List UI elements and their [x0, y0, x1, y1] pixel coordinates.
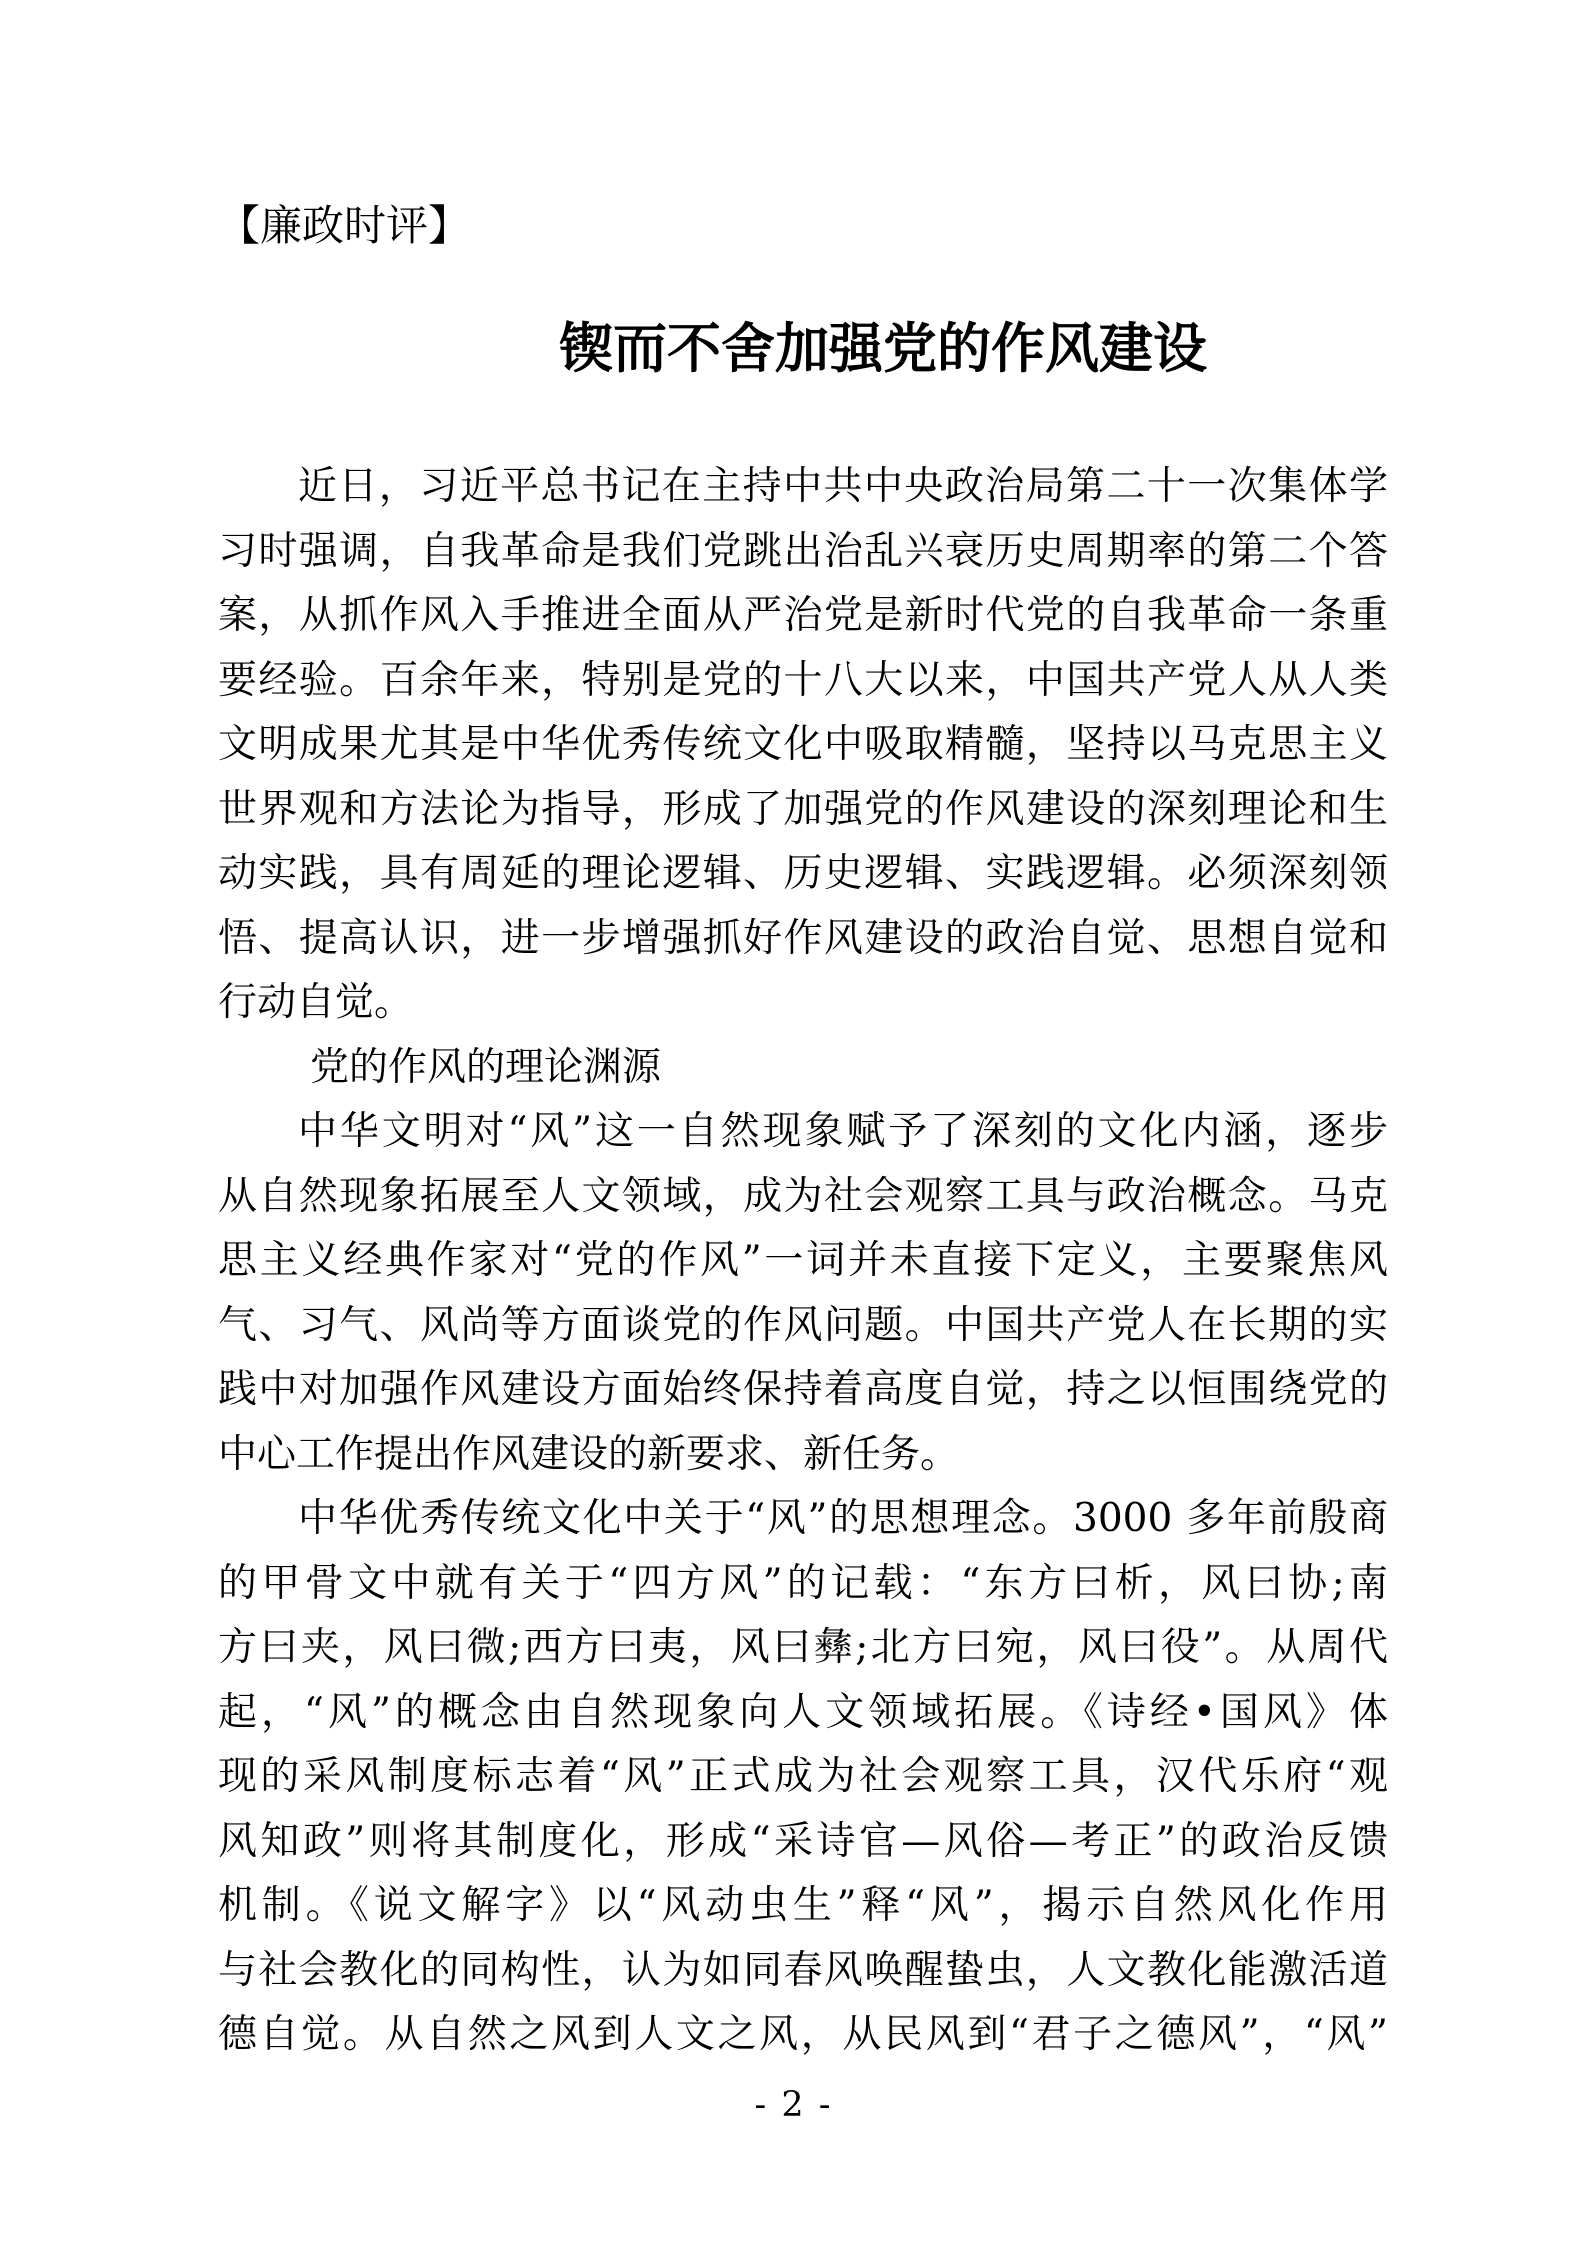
text-line: 案，从抓作风入手推进全面从严治党是新时代党的自我革命一条重: [218, 593, 1388, 638]
text-line: 机制。《说文解字》以“风动虫生”释“风”，揭示自然风化作用: [218, 1883, 1388, 1928]
article-title: 锲而不舍加强党的作风建设: [559, 316, 1207, 380]
text-line: 中华文明对“风”这一自然现象赋予了深刻的文化内涵，逐步: [298, 1109, 1388, 1154]
text-line: 思主义经典作家对“党的作风”一词并未直接下定义，主要聚焦风: [218, 1238, 1388, 1283]
text-line: 中华优秀传统文化中关于“风”的思想理念。3000 多年前殷商: [298, 1496, 1388, 1541]
text-line: 风知政”则将其制度化，形成“采诗官—风俗—考正”的政治反馈: [218, 1818, 1388, 1864]
text-line: 世界观和方法论为指导，形成了加强党的作风建设的深刻理论和生: [218, 786, 1388, 832]
text-line: 现的采风制度标志着“风”正式成为社会观察工具，汉代乐府“观: [218, 1754, 1388, 1799]
text-line: 要经验。百余年来，特别是党的十八大以来，中国共产党人从人类: [218, 657, 1388, 703]
text-line: 与社会教化的同构性，认为如同春风唤醒蛰虫，人文教化能激活道: [218, 1947, 1388, 1993]
text-line: 中心工作提出作风建设的新要求、新任务。: [218, 1431, 960, 1477]
subheading-line: 党的作风的理论渊源: [310, 1044, 662, 1090]
text-line: 气、习气、风尚等方面谈党的作风问题。中国共产党人在长期的实: [218, 1302, 1388, 1348]
text-line: 方曰夹，风曰微;西方曰夷，风曰彝;北方曰宛，风曰役”。从周代: [218, 1625, 1388, 1670]
text-line: 从自然现象拓展至人文领域，成为社会观察工具与政治概念。马克: [218, 1173, 1388, 1219]
text-line: 行动自觉。: [218, 980, 414, 1025]
text-line: 动实践，具有周延的理论逻辑、历史逻辑、实践逻辑。必须深刻领: [218, 851, 1388, 896]
text-line: 践中对加强作风建设方面始终保持着高度自觉，持之以恒围绕党的: [218, 1367, 1388, 1412]
text-line: 近日，习近平总书记在主持中共中央政治局第二十一次集体学: [298, 464, 1388, 509]
text-line: 的甲骨文中就有关于“四方风”的记载：“东方曰析，风曰协;南: [218, 1560, 1388, 1606]
text-line: 德自觉。从自然之风到人文之风，从民风到“君子之德风”，“风”: [218, 2012, 1388, 2057]
text-line: 习时强调，自我革命是我们党跳出治乱兴衰历史周期率的第二个答: [218, 528, 1388, 574]
section-header: 【廉政时评】: [218, 201, 471, 250]
text-line: 起，“风”的概念由自然现象向人文领域拓展。《诗经•国风》体: [218, 1689, 1388, 1735]
text-line: 悟、提高认识，进一步增强抓好作风建设的政治自觉、思想自觉和: [218, 915, 1388, 961]
article-body: [218, 455, 1388, 2068]
text-line: 文明成果尤其是中华优秀传统文化中吸取精髓，坚持以马克思主义: [218, 722, 1388, 767]
page-number: - 2 -: [754, 2085, 833, 2125]
